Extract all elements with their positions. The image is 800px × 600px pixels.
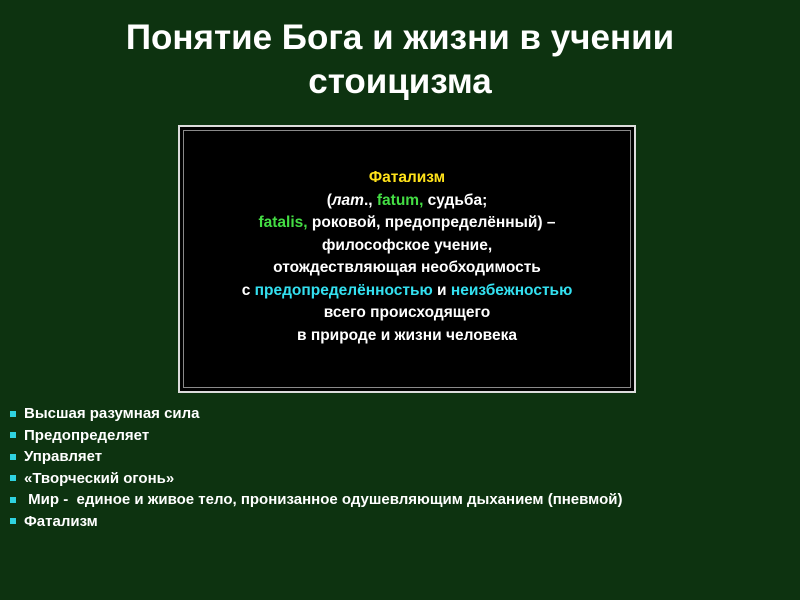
definition-line-6 — [180, 280, 634, 303]
square-bullet-icon — [10, 518, 16, 524]
square-bullet-icon — [10, 497, 16, 503]
bullet-list — [10, 403, 622, 532]
definition-text — [180, 167, 634, 347]
bullet-item — [10, 403, 622, 425]
bullet-item — [10, 468, 622, 490]
definition-box — [178, 125, 636, 393]
bullet-item — [10, 446, 622, 468]
etym-fatum: fatum, — [376, 191, 424, 209]
bullet-text: Фатализм — [24, 512, 98, 530]
definition-line-etymology — [180, 190, 634, 213]
bullet-text: Предопределяет — [24, 426, 150, 444]
etym-fatalis-rest: роковой, предопределённый) – — [307, 214, 556, 231]
bullet-text: Мир - единое и живое тело, пронизанное одушевляющим дыханием (пневмой) — [24, 491, 623, 508]
line6-and: и — [432, 281, 451, 299]
etym-fatalis: fatalis, — [258, 214, 308, 231]
square-bullet-icon — [10, 411, 16, 417]
title-line-1: Понятие Бога и жизни в учении — [125, 18, 675, 57]
definition-line-fatalis — [180, 212, 634, 235]
definition-term: Фатализм — [368, 169, 446, 186]
bullet-item — [10, 425, 622, 447]
bullet-item — [10, 489, 622, 511]
definition-line-7: всего происходящего — [323, 304, 491, 321]
term-predetermination: предопределённостью — [254, 281, 433, 299]
bullet-item — [10, 511, 622, 533]
term-inevitability: неизбежностью — [450, 281, 573, 299]
etym-rest: судьба; — [423, 191, 488, 209]
etym-lat: лат — [331, 191, 364, 209]
title-line-2: стоицизма — [308, 62, 492, 101]
square-bullet-icon — [10, 454, 16, 460]
square-bullet-icon — [10, 432, 16, 438]
bullet-text: Управляет — [24, 448, 103, 465]
definition-line-8: в природе и жизни человека — [297, 326, 517, 344]
slide-title — [0, 16, 800, 104]
definition-line-4: философское учение, — [321, 236, 493, 254]
bullet-text: «Творческий огонь» — [24, 469, 175, 487]
bullet-text: Высшая разумная сила — [24, 405, 200, 422]
etym-open: ( — [326, 191, 332, 209]
definition-line-5: отождествляющая необходимость — [273, 259, 541, 276]
line6-start: с — [241, 281, 255, 299]
square-bullet-icon — [10, 475, 16, 481]
etym-dot: ., — [363, 191, 377, 209]
